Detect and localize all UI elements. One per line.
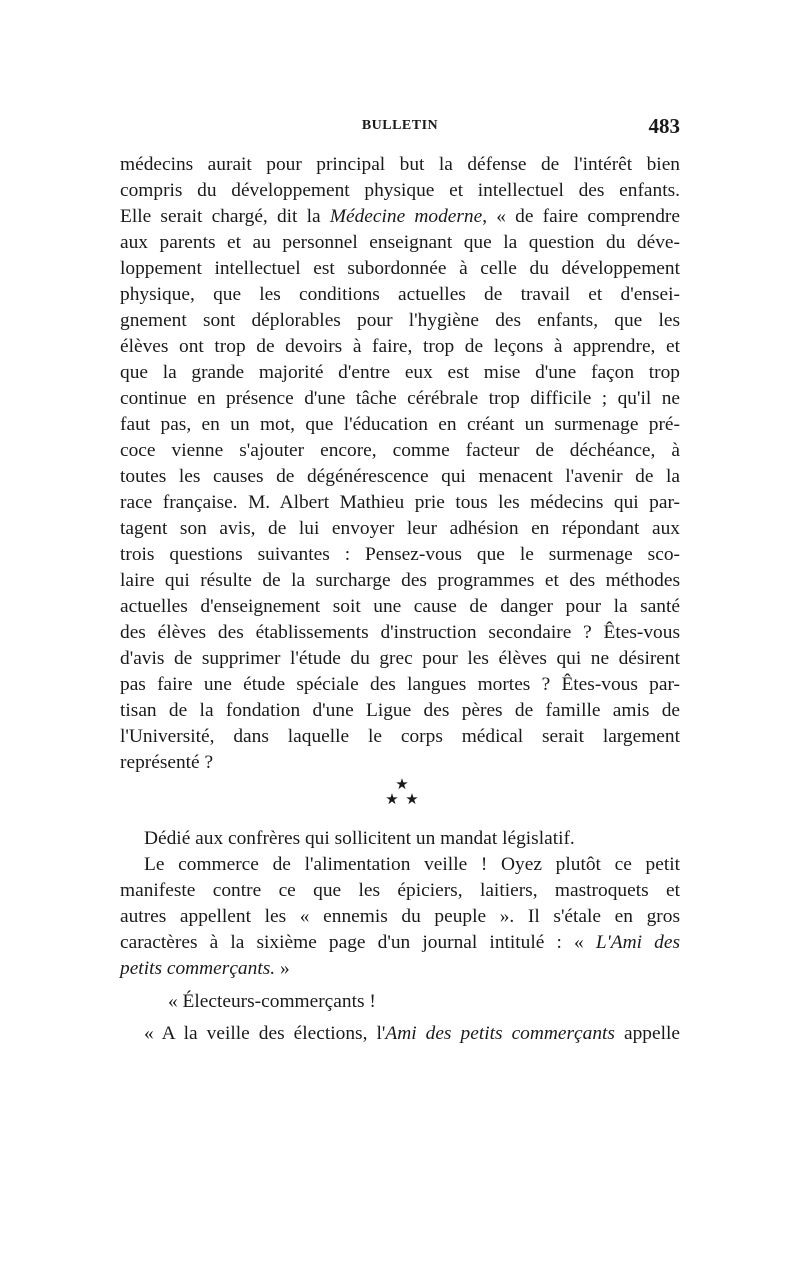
text-line: autres appellent les « ennemis du peuple ». Il s'étale en gros bbox=[120, 906, 680, 927]
text-line: manifeste contre ce que les épiciers, laitiers, mastroquets et bbox=[120, 880, 680, 901]
text-line: compris du développement physique et intellectuel des enfants. bbox=[120, 180, 680, 201]
text-line: Le commerce de l'alimentation veille ! Oyez plutôt ce petit bbox=[144, 854, 680, 875]
text-line: continue en présence d'une tâche cérébrale trop difficile ; qu'il ne bbox=[120, 388, 680, 409]
page-header bbox=[120, 114, 680, 138]
svg-text:★: ★ bbox=[395, 776, 409, 793]
text-line: tisan de la fondation d'une Ligue des pères de famille amis de bbox=[120, 700, 680, 721]
text-line: des élèves des établissements d'instruction secondaire ? Êtes-vous bbox=[120, 622, 680, 643]
text-line: l'Université, dans laquelle le corps médical serait largement bbox=[120, 726, 680, 747]
text-line: laire qui résulte de la surcharge des programmes et des méthodes bbox=[120, 570, 680, 591]
journal-title: petits commerçants. bbox=[120, 958, 276, 979]
text-line: faut pas, en un mot, que l'éducation en créant un surmenage pré- bbox=[120, 414, 680, 435]
text-run: « A la veille des élections, l' bbox=[144, 1023, 386, 1044]
text-line bbox=[120, 956, 680, 982]
text-line: que la grande majorité d'entre eux est mise d'une façon trop bbox=[120, 362, 680, 383]
text-run: appelle bbox=[614, 1023, 680, 1044]
text-line: pas faire une étude spéciale des langues mortes ? Êtes-vous par- bbox=[120, 674, 680, 695]
text-line: médecins aurait pour principal but la défense de l'intérêt bien bbox=[120, 154, 680, 175]
asterism-ornament bbox=[384, 776, 420, 810]
text-line: trois questions suivantes : Pensez-vous que le surmenage sco- bbox=[120, 544, 680, 565]
svg-text:★: ★ bbox=[385, 790, 399, 808]
page-number: 483 bbox=[648, 114, 680, 138]
text-line: « Électeurs-commerçants ! bbox=[168, 991, 376, 1012]
text-line: loppement intellectuel est subordonnée à celle du développement bbox=[120, 258, 680, 279]
text-line bbox=[144, 1021, 680, 1047]
text-line: race française. M. Albert Mathieu prie tous les médecins qui par- bbox=[120, 492, 680, 513]
text-line bbox=[120, 204, 680, 230]
text-line: gnement sont déplorables pour l'hygiène des enfants, que les bbox=[120, 310, 680, 331]
text-line: élèves ont trop de devoirs à faire, trop de leçons à apprendre, et bbox=[120, 336, 680, 357]
text-line: d'avis de supprimer l'étude du grec pour les élèves qui ne désirent bbox=[120, 648, 680, 669]
text-line: actuelles d'enseignement soit une cause de danger pour la santé bbox=[120, 596, 680, 617]
journal-title: Médecine moderne bbox=[329, 206, 483, 227]
text-line: Dédié aux confrères qui sollicitent un mandat législatif. bbox=[144, 828, 575, 849]
text-line bbox=[120, 930, 680, 956]
running-head: BULLETIN bbox=[361, 118, 439, 133]
text-line: tagent son avis, de lui envoyer leur adhésion en répondant aux bbox=[120, 518, 680, 539]
text-line: coce vienne s'ajouter encore, comme facteur de déchéance, à bbox=[120, 440, 680, 461]
text-run: , « de faire comprendre bbox=[482, 206, 680, 227]
text-line: physique, que les conditions actuelles de travail et d'ensei- bbox=[120, 284, 680, 305]
text-run: caractères à la sixième page d'un journal intitulé : « bbox=[120, 932, 596, 953]
text-line: aux parents et au personnel enseignant que la question du déve- bbox=[120, 232, 680, 253]
journal-title: L'Ami des bbox=[595, 932, 680, 953]
text-line: représenté ? bbox=[120, 752, 214, 773]
text-run: » bbox=[275, 958, 290, 979]
text-line: toutes les causes de dégénérescence qui menacent l'avenir de la bbox=[120, 466, 680, 487]
text-run: Elle serait chargé, dit la bbox=[120, 206, 330, 227]
svg-text:★: ★ bbox=[405, 790, 419, 808]
journal-title: Ami des petits commerçants bbox=[385, 1023, 615, 1044]
